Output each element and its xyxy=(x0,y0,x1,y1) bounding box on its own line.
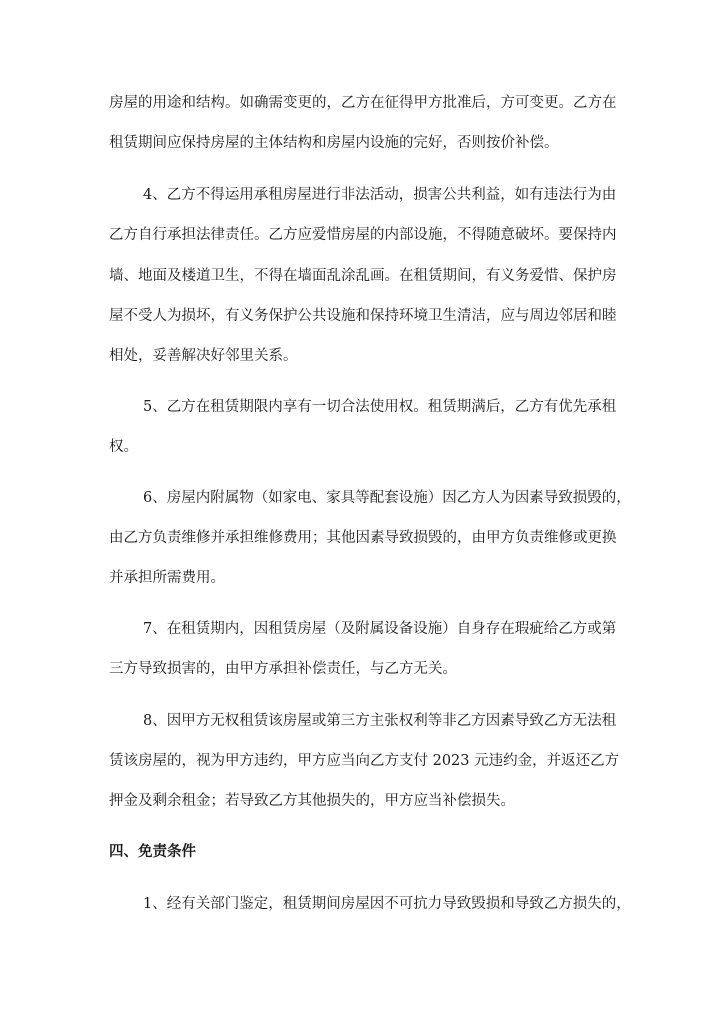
text-line: 并承担所需费用。 xyxy=(109,570,225,586)
clause-4: 4、乙方不得运用承租房屋进行非法活动，损害公共利益，如有违法行为由 xyxy=(143,187,617,203)
clause-5: 5、乙方在租赁期限内享有一切合法使用权。租赁期满后，乙方有优先承租 xyxy=(143,399,617,415)
text-line: 乙方自行承担法律责任。乙方应爱惜房屋的内部设施，不得随意破坏。要保持内 xyxy=(109,227,617,243)
text-line: 房屋的用途和结构。如确需变更的，乙方在征得甲方批准后，方可变更。乙方在 xyxy=(109,95,617,111)
text-line: 三方导致损害的，由甲方承担补偿责任，与乙方无关。 xyxy=(109,661,457,677)
clause-6: 6、房屋内附属物（如家电、家具等配套设施）因乙方人为因素导致损毁的， xyxy=(143,490,631,506)
clause-7: 7、在租赁期内，因租赁房屋（及附属设备设施）自身存在瑕疵给乙方或第 xyxy=(143,621,617,637)
text-line: 押金及剩余租金；若导致乙方其他损失的，甲方应当补偿损失。 xyxy=(109,793,515,809)
text-line: 赁该房屋的，视为甲方违约，甲方应当向乙方支付 2023 元违约金，并返还乙方 xyxy=(109,753,620,769)
text-line: 权。 xyxy=(109,439,138,455)
exemption-clause-1: 1、经有关部门鉴定，租赁期间房屋因不可抗力导致毁损和导致乙方损失的， xyxy=(143,896,631,912)
clause-8: 8、因甲方无权租赁该房屋或第三方主张权利等非乙方因素导致乙方无法租 xyxy=(143,713,617,729)
text-line: 由乙方负责维修并承担维修费用；其他因素导致损毁的，由甲方负责维修或更换 xyxy=(109,530,617,546)
text-line: 相处，妥善解决好邻里关系。 xyxy=(109,348,298,364)
text-line: 屋不受人为损坏，有义务保护公共设施和保持环境卫生清洁，应与周边邻居和睦 xyxy=(109,308,617,324)
text-line: 墙、地面及楼道卫生，不得在墙面乱涂乱画。在租赁期间，有义务爱惜、保护房 xyxy=(109,268,617,284)
text-line: 租赁期间应保持房屋的主体结构和房屋内设施的完好，否则按价补偿。 xyxy=(109,135,559,151)
section-heading: 四、免责条件 xyxy=(109,843,196,860)
